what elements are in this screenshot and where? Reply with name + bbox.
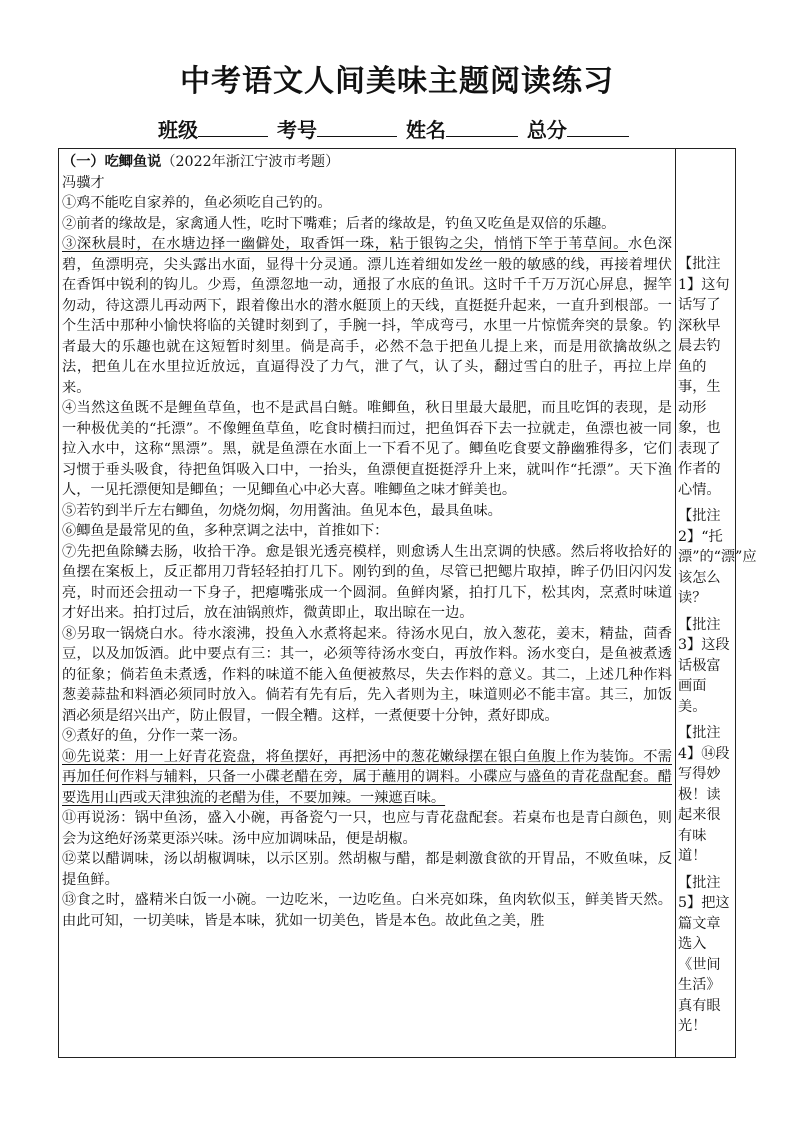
paragraph-3: ③深秋晨时，在水塘边择一幽僻处，取香饵一珠，粘于银钩之尖，悄悄下竿于苇草间。水色深碧，鱼漂明亮，尖头露出水面，显得十分灵通。漂儿连着细如发丝一般的敏感的线，再接着埋伏在香饵中锐利的钩儿。少焉，鱼漂忽地一动，通报了水底的鱼讯。这时千千万万沉心屏息，握竿勿动，待这漂儿再动两下，跟着像出水的潜水艇顶上的天线，直挺挺升起来，一直升到根部。一个生活中那种小愉快将临的关键时刻到了，手腕一抖，竿成弯弓，水里一片惊慌奔突的景象。钓者最大的乐趣也就在这短暂时刻里。倘是高手，必然不急于把鱼儿提上来，而是用欲擒故纵之法，把鱼儿在水里拉近放远，直逼得没了力气，泄了气，认了头，翻过雪白的肚子，再拉上岸来。 bbox=[62, 236, 672, 396]
annotation-4: 【批注4】⑭段写得妙极！读起来很有味道！ bbox=[678, 725, 730, 864]
score-label: 总分 bbox=[526, 118, 567, 142]
document-title: 中考语文人间美味主题阅读练习 bbox=[180, 64, 614, 99]
student-info-line bbox=[158, 114, 658, 144]
paragraph-1: ①鸡不能吃自家养的，鱼必须吃自己钓的。 bbox=[62, 195, 332, 211]
paragraph-6: ⑥鲫鱼是最常见的鱼，多种烹调之法中，首推如下： bbox=[62, 523, 389, 539]
paragraph-11: ⑪再说汤：锅中鱼汤，盛入小碗，再备瓷勺一只，也应与青花盘配套。若桌布也是青白颜色，则会为这绝好汤菜更添兴味。汤中应加调味品，便是胡椒。 bbox=[62, 810, 672, 847]
paragraph-5: ⑤若钓到半斤左右鲫鱼，勿烧勿焖，勿用酱油。鱼见本色，最具鱼味。 bbox=[62, 502, 502, 519]
section-title: （一）吃鲫鱼说 bbox=[62, 154, 162, 170]
article-column bbox=[62, 152, 672, 931]
column-divider bbox=[675, 149, 676, 1057]
reading-table bbox=[58, 148, 757, 1058]
annotation-5: 【批注5】把这篇文章选入《世间生活》真有眼光！ bbox=[678, 874, 730, 1034]
paragraph-12: ⑫菜以醋调味，汤以胡椒调味，以示区别。然胡椒与醋，都是刺激食欲的开胃品，不败鱼味，反提鱼鲜。 bbox=[62, 851, 672, 888]
paragraph-4: ④当然这鱼既不是鲤鱼草鱼，也不是武昌白鲢。唯鲫鱼，秋日里最大最肥，而且吃饵的表现，是一种极优美的“托漂”。不像鲤鱼草鱼，吃食时横扫而过，把鱼饵吞下去一拉就走，鱼漂也被一同拉入水中，这称“黑漂”。黑，就是鱼漂在水面上一下看不见了。鲫鱼吃食要文静幽雅得多，它们习惯于垂头吸食，待把鱼饵吸入口中，一抬头，鱼漂便直挺挺浮升上来，就叫作“托漂”。天下渔人，一见托漂便知是鲫鱼；一见鲫鱼心中必大喜。唯鲫鱼之味才鲜美也。 bbox=[62, 400, 672, 498]
paragraph-7: ⑦先把鱼除鳞去肠，收拾干净。愈是银光透亮模样，则愈诱人生出烹调的快感。然后将收拾好的鱼摆在案板上，反正都用刀背轻轻拍打几下。刚钓到的鱼，尽管已把鳃片取掉，眸子仍旧闪闪发亮，时而还会扭动一下身子，把瘪嘴张成一个圆洞。鱼鲜肉紧，拍打几下，松其肉，烹煮时味道才好出来。拍打过后，放在油锅煎炸，微黄即止，取出晾在一边。 bbox=[62, 543, 672, 621]
annotation-3: 【批注3】这段话极富画面美。 bbox=[678, 616, 730, 715]
score-blank[interactable] bbox=[567, 114, 629, 137]
annotated-sentence: ③深秋晨时，在水塘边择一幽僻处，取香饵一珠，粘于银钩之尖，悄悄下竿于苇草间。 bbox=[62, 236, 628, 252]
paragraph-13: ⑬食之时，盛精米白饭一小碗。一边吃米，一边吃鱼。白米亮如珠，鱼肉软似玉，鲜美皆天然。由此可知，一切美味，皆是本味，犹如一切美色，皆是本色。故此鱼之美，胜 bbox=[62, 892, 672, 929]
class-blank[interactable] bbox=[198, 114, 268, 137]
number-blank[interactable] bbox=[317, 114, 397, 137]
paragraph-2: ②前者的缘故是，家禽通人性，吃时下嘴难；后者的缘故是，钓鱼又吃鱼是双倍的乐趣。 bbox=[62, 215, 616, 232]
section-source: （2022年浙江宁波市考题） bbox=[161, 154, 340, 170]
class-label: 班级 bbox=[158, 118, 198, 142]
annotation-1: 【批注1】这句话写了深秋早晨去钓鱼的事，生动形象，也表现了作者的心情。 bbox=[678, 256, 730, 498]
name-label: 姓名 bbox=[405, 118, 446, 142]
annotation-column bbox=[678, 254, 757, 1043]
name-blank[interactable] bbox=[446, 114, 518, 137]
article-author: 冯骥才 bbox=[62, 174, 105, 191]
paragraph-8: ⑧另取一锅烧白水。待水滚沸，投鱼入水煮将起来。待汤水见白，放入葱花，姜末，精盐，茴香豆，以及加饭酒。此中要点有三：其一，必须等待汤水变白，再放作料。汤水变白，是鱼被煮透的征象；倘若鱼未煮透，作料的味道不能入鱼便被熬尽，失去作料的意义。其二，上述几种作料葱姜蒜盐和料酒必须同时放入。倘若有先有后，先入者则为主，味道则必不能丰富。其三，加饭酒必须是绍兴出产，防止假冒，一假全糟。这样，一煮便要十分钟，煮好即成。 bbox=[62, 625, 672, 724]
annotation-2: 【批注2】“托漂”的“漂”应该怎么读？ bbox=[678, 508, 757, 606]
paragraph-10: ⑩先说菜：用一上好青花瓷盘，将鱼摆好，再把汤中的葱花嫩绿摆在银白鱼腹上作为装饰。不需再加任何作料与辅料，只备一小碟老醋在旁，属于蘸用的调料。小碟应与盛鱼的青花盘配套。醋要选用山西或天津独流的老醋为佳，不要加辣。一辣遮百味。 bbox=[62, 748, 672, 806]
number-label: 考号 bbox=[276, 118, 317, 142]
paragraph-9: ⑨煮好的鱼，分作一菜一汤。 bbox=[62, 728, 247, 744]
section-heading bbox=[62, 152, 672, 173]
